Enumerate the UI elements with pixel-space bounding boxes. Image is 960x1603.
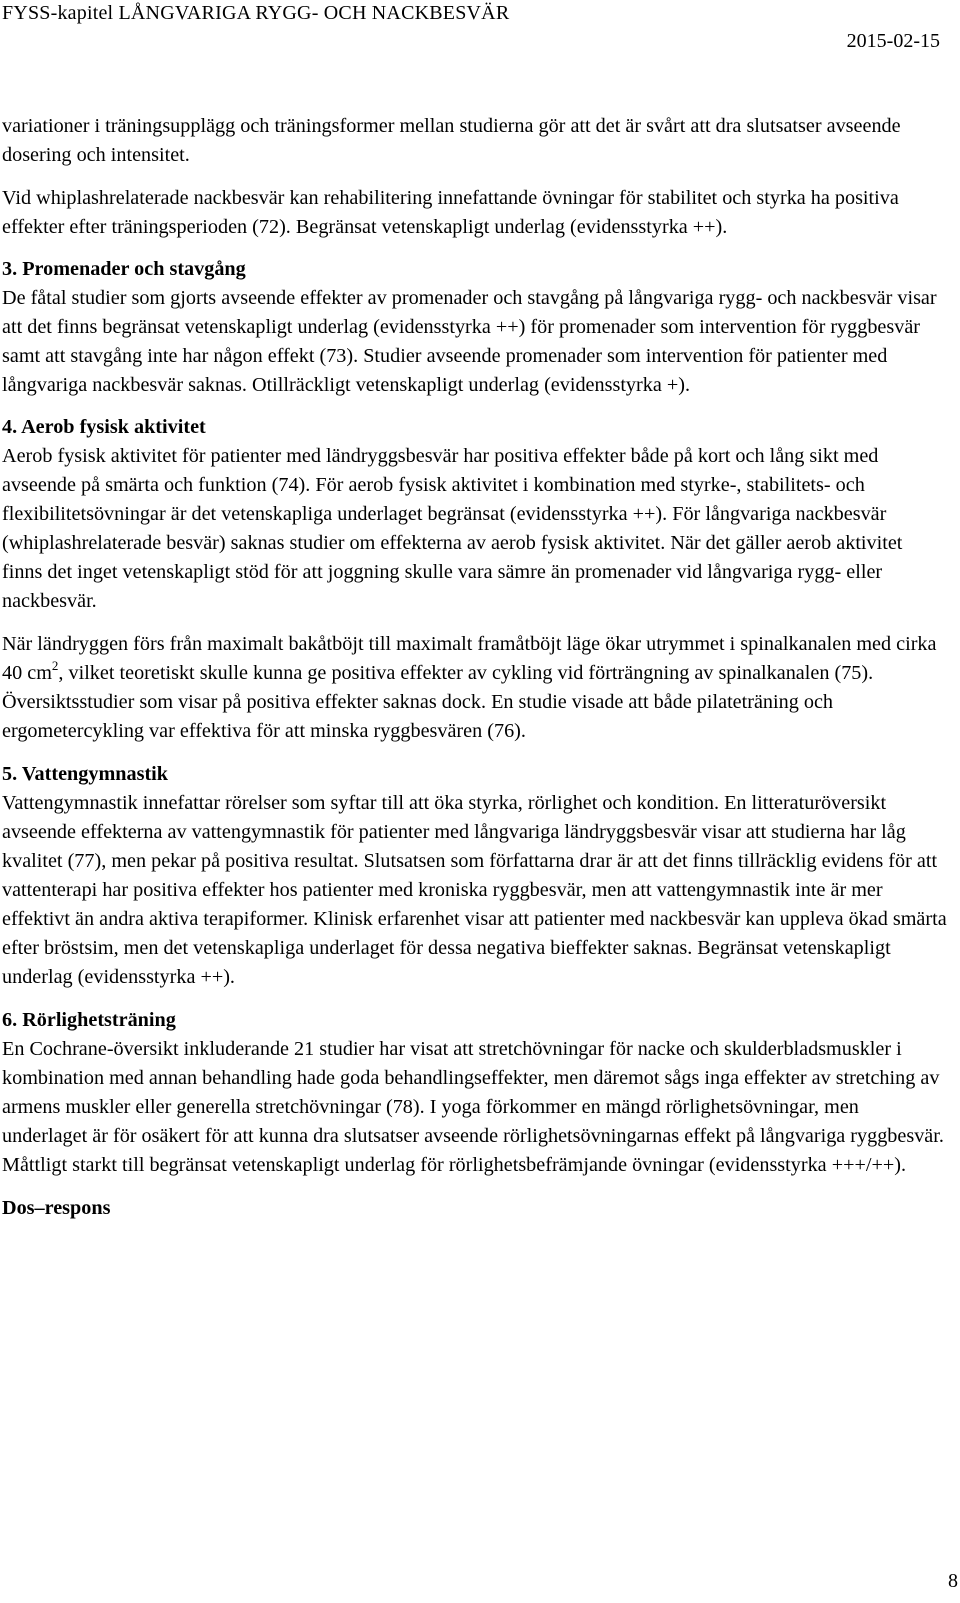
spinal-canal-text-a: När ländryggen förs från maximalt bakåtböjt till maximalt framåtböjt läge ökar utrymmet i spinalkanalen med cirka 40 cm: [2, 633, 937, 684]
page-number: 8: [948, 1570, 958, 1592]
paragraph-aerobic: Aerob fysisk aktivitet för patienter med ländryggsbesvär har positiva effekter både på kort och lång sikt med avseende på smärta och funktion (74). För aerob fysisk aktivitet i kombination med styrke-, stabilitets- och flexibilitetsövningar är det vetenskapliga underlaget begränsat (evidensstyrka ++). För långvariga nackbesvär (whiplashrelaterade besvär) saknas studier om effekterna av aerob fysisk aktivitet. När det gäller aerob aktivitet finns det inget vetenskapligt stöd för att joggning skulle vara sämre än promenader vid långvariga rygg- eller nackbesvär.: [2, 445, 903, 612]
heading-water-gymnastics: 5. Vattengymnastik: [2, 763, 169, 785]
heading-mobility: 6. Rörlighetsträning: [2, 1009, 176, 1031]
paragraph-mobility: En Cochrane-översikt inkluderande 21 studier har visat att stretchövningar för nacke och skulderbladsmuskler i kombination med annan behandling hade goda behandlingseffekter, men däremot sågs inga effekter av stretching av armens muskler eller generella stretchövningar (78). I yoga förkommer en mängd rörlighetsövningar, men underlaget är för osäkert för att kunna dra slutsatser avseende rörlighetsövningarnas effekt på långvariga ryggbesvär. Måttligt starkt till begränsat vetenskapligt underlag för rörlighetsbefrämjande övningar (evidensstyrka +++/++).: [2, 1038, 944, 1176]
document-title: FYSS-kapitel LÅNGVARIGA RYGG- OCH NACKBESVÄR: [2, 2, 510, 24]
heading-walking: 3. Promenader och stavgång: [2, 258, 246, 280]
heading-dose-response: Dos–respons: [2, 1197, 111, 1219]
paragraph-walking: De fåtal studier som gjorts avseende effekter av promenader och stavgång på långvariga rygg- och nackbesvär visar att det finns begränsat vetenskapligt underlag (evidensstyrka ++) för promenader som intervention för ryggbesvär samt att stavgång inte har någon effekt (73). Studier avseende promenader som intervention för patienter med långvariga nackbesvär saknas. Otillräckligt vetenskapligt underlag (evidensstyrka +).: [2, 287, 937, 396]
heading-aerobic: 4. Aerob fysisk aktivitet: [2, 416, 206, 438]
document-date: 2015-02-15: [846, 30, 940, 52]
document-body: [2, 112, 947, 1223]
page-header: [2, 2, 940, 52]
spinal-canal-text-b: , vilket teoretiskt skulle kunna ge positiva effekter av cykling vid förträngning av spinalkanalen (75). Översiktsstudier som visar på positiva effekter saknas dock. En studie visade att både pilateträning och ergometercykling var effektiva för att minska ryggbesvären (76).: [2, 662, 874, 742]
paragraph-spinal-canal: [2, 630, 947, 746]
paragraph-training-variation: variationer i träningsupplägg och träningsformer mellan studierna gör att det är svårt att dra slutsatser avseende dosering och intensitet.: [2, 115, 901, 166]
paragraph-water-gymnastics: Vattengymnastik innefattar rörelser som syftar till att öka styrka, rörlighet och kondition. En litteraturöversikt avseende effekterna av vattengymnastik för patienter med långvariga ländryggsbesvär visar att studierna har låg kvalitet (77), men pekar på positiva resultat. Slutsatsen som författarna drar är att det finns tillräcklig evidens för att vattenterapi har positiva effekter hos patienter med kroniska ryggbesvär, men att vattengymnastik inte är mer effektivt än andra aktiva terapiformer. Klinisk erfarenhet visar att patienter med nackbesvär kan uppleva ökad smärta efter bröstsim, men det vetenskapliga underlaget för dessa negativa bieffekter saknas. Begränsat vetenskapligt underlag (evidensstyrka ++).: [2, 792, 947, 988]
paragraph-whiplash: Vid whiplashrelaterade nackbesvär kan rehabilitering innefattande övningar för stabilitet och styrka ha positiva effekter efter träningsperioden (72). Begränsat vetenskapligt underlag (evidensstyrka ++).: [2, 187, 899, 238]
superscript-two: 2: [51, 658, 59, 673]
